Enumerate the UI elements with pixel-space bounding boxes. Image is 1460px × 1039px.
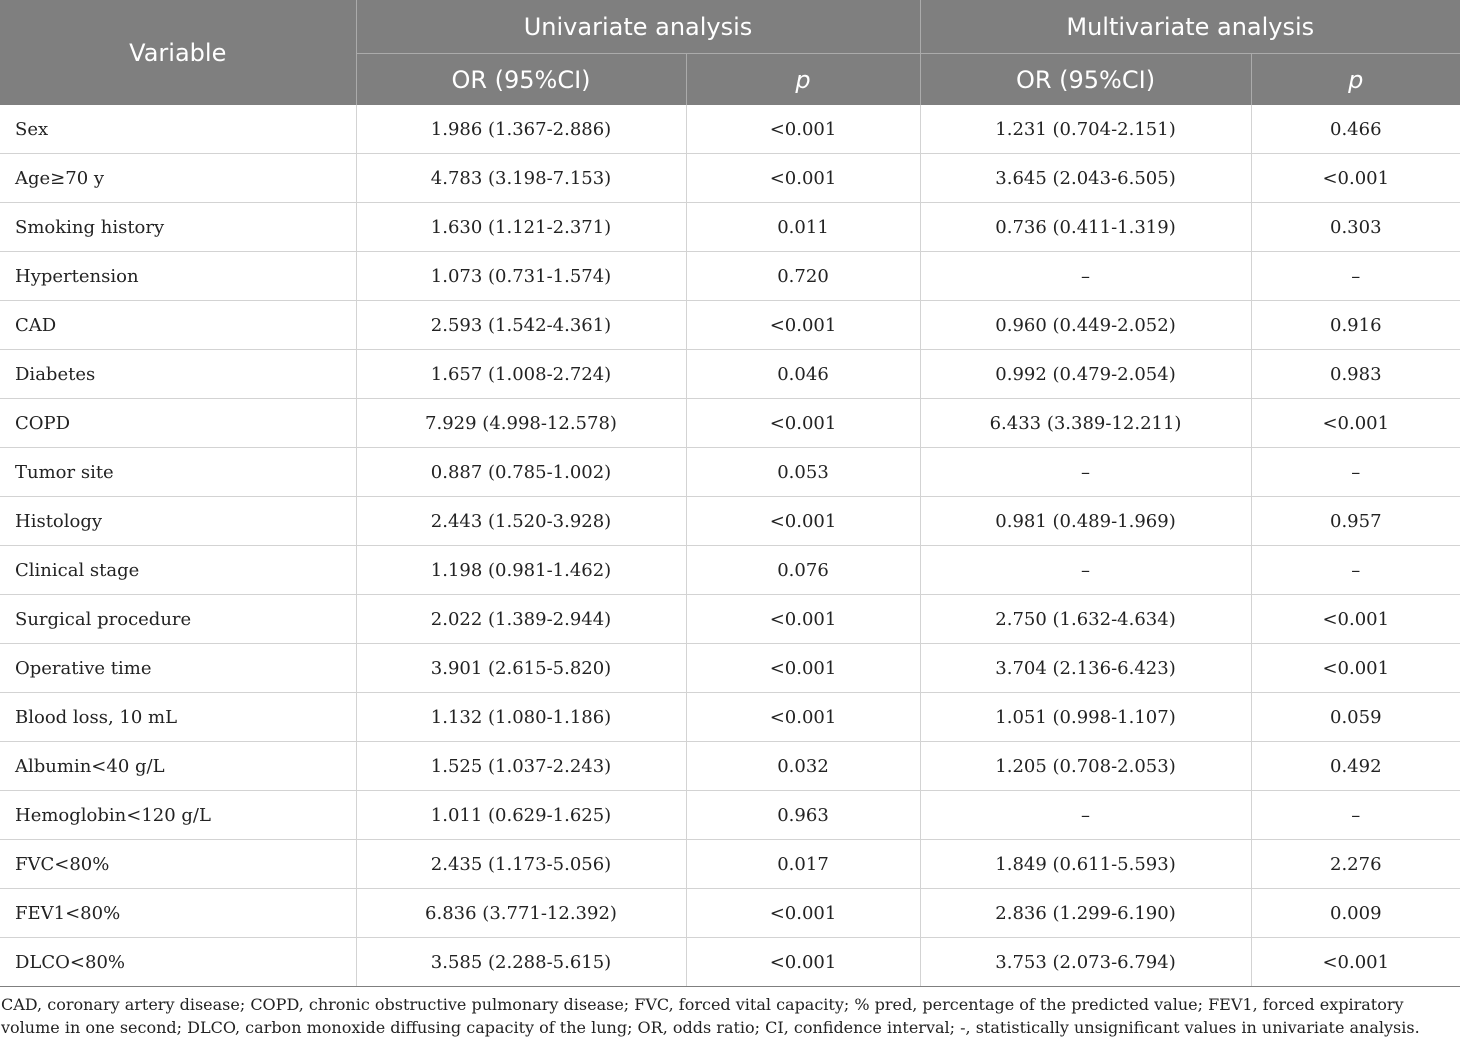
- cell-multi-or: 0.960 (0.449-2.052): [920, 301, 1251, 350]
- cell-variable: Age≥70 y: [0, 154, 356, 203]
- cell-uni-or: 1.525 (1.037-2.243): [356, 742, 686, 791]
- cell-uni-p: 0.017: [686, 840, 920, 889]
- cell-uni-or: 1.073 (0.731-1.574): [356, 252, 686, 301]
- cell-multi-p: 0.303: [1251, 203, 1460, 252]
- table-row: [0, 399, 1460, 448]
- cell-multi-or: 2.750 (1.632-4.634): [920, 595, 1251, 644]
- cell-uni-or: 2.435 (1.173-5.056): [356, 840, 686, 889]
- cell-multi-or: –: [920, 252, 1251, 301]
- cell-uni-or: 1.198 (0.981-1.462): [356, 546, 686, 595]
- cell-variable: FEV1<80%: [0, 889, 356, 938]
- cell-uni-or: 6.836 (3.771-12.392): [356, 889, 686, 938]
- cell-multi-p: 2.276: [1251, 840, 1460, 889]
- cell-multi-p: <0.001: [1251, 399, 1460, 448]
- table-row: [0, 693, 1460, 742]
- cell-uni-p: <0.001: [686, 693, 920, 742]
- cell-uni-p: <0.001: [686, 644, 920, 693]
- cell-variable: Operative time: [0, 644, 356, 693]
- cell-multi-or: 1.849 (0.611-5.593): [920, 840, 1251, 889]
- cell-multi-p: 0.059: [1251, 693, 1460, 742]
- cell-multi-or: 6.433 (3.389-12.211): [920, 399, 1251, 448]
- cell-multi-or: 0.981 (0.489-1.969): [920, 497, 1251, 546]
- header-row-groups: [0, 0, 1460, 54]
- cell-multi-or: 1.205 (0.708-2.053): [920, 742, 1251, 791]
- cell-variable: Blood loss, 10 mL: [0, 693, 356, 742]
- cell-multi-or: 3.753 (2.073-6.794): [920, 938, 1251, 987]
- cell-uni-p: <0.001: [686, 154, 920, 203]
- cell-multi-or: –: [920, 546, 1251, 595]
- table-row: [0, 203, 1460, 252]
- header-uni-p: [686, 54, 920, 106]
- cell-multi-or: 0.992 (0.479-2.054): [920, 350, 1251, 399]
- cell-uni-p: <0.001: [686, 497, 920, 546]
- cell-uni-or: 1.011 (0.629-1.625): [356, 791, 686, 840]
- cell-variable: Sex: [0, 105, 356, 154]
- table-row: [0, 840, 1460, 889]
- cell-multi-or: 3.704 (2.136-6.423): [920, 644, 1251, 693]
- cell-multi-or: 1.231 (0.704-2.151): [920, 105, 1251, 154]
- cell-variable: CAD: [0, 301, 356, 350]
- table-header: [0, 0, 1460, 105]
- cell-uni-p: 0.032: [686, 742, 920, 791]
- cell-multi-p: 0.466: [1251, 105, 1460, 154]
- cell-variable: COPD: [0, 399, 356, 448]
- cell-multi-or: –: [920, 448, 1251, 497]
- cell-uni-or: 1.630 (1.121-2.371): [356, 203, 686, 252]
- cell-multi-p: –: [1251, 448, 1460, 497]
- cell-uni-p: <0.001: [686, 399, 920, 448]
- table-row: [0, 644, 1460, 693]
- cell-multi-or: 2.836 (1.299-6.190): [920, 889, 1251, 938]
- cell-uni-or: 7.929 (4.998-12.578): [356, 399, 686, 448]
- table-row: [0, 889, 1460, 938]
- table-row: [0, 497, 1460, 546]
- cell-uni-p: <0.001: [686, 595, 920, 644]
- header-multivariate: Multivariate analysis: [920, 0, 1460, 54]
- cell-multi-p: <0.001: [1251, 595, 1460, 644]
- cell-variable: Histology: [0, 497, 356, 546]
- table-body: [0, 105, 1460, 987]
- cell-uni-or: 1.657 (1.008-2.724): [356, 350, 686, 399]
- header-variable: Variable: [0, 0, 356, 105]
- cell-multi-p: 0.492: [1251, 742, 1460, 791]
- cell-uni-or: 2.022 (1.389-2.944): [356, 595, 686, 644]
- table-footnote: CAD, coronary artery disease; COPD, chronic obstructive pulmonary disease; FVC, forced vital capacity; % pred, percentage of the predicted value; FEV1, forced expiratory volume in one second; DLCO, carbon monoxide diffusing capacity of the lung; OR, odds ratio; CI, confidence interval; -, statistically unsignificant values in univariate analysis.: [1, 995, 1420, 1037]
- table-row: [0, 252, 1460, 301]
- cell-uni-p: <0.001: [686, 301, 920, 350]
- table-row: [0, 595, 1460, 644]
- cell-multi-p: <0.001: [1251, 938, 1460, 987]
- cell-variable: Diabetes: [0, 350, 356, 399]
- cell-uni-or: 4.783 (3.198-7.153): [356, 154, 686, 203]
- header-multi-or-ci: OR (95%CI): [920, 54, 1251, 106]
- cell-multi-p: –: [1251, 546, 1460, 595]
- header-multi-p-label: p: [1348, 65, 1364, 94]
- table-row: [0, 154, 1460, 203]
- cell-multi-p: <0.001: [1251, 154, 1460, 203]
- cell-variable: DLCO<80%: [0, 938, 356, 987]
- cell-variable: Smoking history: [0, 203, 356, 252]
- cell-uni-or: 0.887 (0.785-1.002): [356, 448, 686, 497]
- cell-multi-p: 0.009: [1251, 889, 1460, 938]
- table-row: [0, 105, 1460, 154]
- cell-multi-p: <0.001: [1251, 644, 1460, 693]
- cell-uni-p: 0.076: [686, 546, 920, 595]
- cell-uni-p: <0.001: [686, 105, 920, 154]
- cell-multi-or: 0.736 (0.411-1.319): [920, 203, 1251, 252]
- cell-multi-p: 0.957: [1251, 497, 1460, 546]
- cell-variable: FVC<80%: [0, 840, 356, 889]
- header-univariate: Univariate analysis: [356, 0, 920, 54]
- cell-uni-or: 3.901 (2.615-5.820): [356, 644, 686, 693]
- header-multi-p: [1251, 54, 1460, 106]
- cell-multi-p: –: [1251, 252, 1460, 301]
- cell-multi-or: 3.645 (2.043-6.505): [920, 154, 1251, 203]
- table-row: [0, 938, 1460, 987]
- cell-uni-p: 0.046: [686, 350, 920, 399]
- cell-uni-p: 0.053: [686, 448, 920, 497]
- table-row: [0, 742, 1460, 791]
- cell-uni-or: 3.585 (2.288-5.615): [356, 938, 686, 987]
- cell-uni-p: <0.001: [686, 889, 920, 938]
- cell-uni-or: 1.132 (1.080-1.186): [356, 693, 686, 742]
- header-uni-p-label: p: [795, 65, 811, 94]
- cell-variable: Clinical stage: [0, 546, 356, 595]
- header-uni-or-ci: OR (95%CI): [356, 54, 686, 106]
- cell-multi-p: 0.983: [1251, 350, 1460, 399]
- cell-multi-or: 1.051 (0.998-1.107): [920, 693, 1251, 742]
- cell-uni-or: 1.986 (1.367-2.886): [356, 105, 686, 154]
- cell-variable: Hemoglobin<120 g/L: [0, 791, 356, 840]
- table-row: [0, 448, 1460, 497]
- cell-multi-p: 0.916: [1251, 301, 1460, 350]
- table-row: [0, 791, 1460, 840]
- cell-variable: Hypertension: [0, 252, 356, 301]
- cell-multi-or: –: [920, 791, 1251, 840]
- table-row: [0, 301, 1460, 350]
- cell-uni-or: 2.443 (1.520-3.928): [356, 497, 686, 546]
- cell-uni-p: 0.720: [686, 252, 920, 301]
- cell-uni-or: 2.593 (1.542-4.361): [356, 301, 686, 350]
- cell-uni-p: 0.963: [686, 791, 920, 840]
- cell-uni-p: <0.001: [686, 938, 920, 987]
- cell-variable: Surgical procedure: [0, 595, 356, 644]
- table-row: [0, 350, 1460, 399]
- cell-variable: Tumor site: [0, 448, 356, 497]
- table-row: [0, 546, 1460, 595]
- cell-uni-p: 0.011: [686, 203, 920, 252]
- cell-variable: Albumin<40 g/L: [0, 742, 356, 791]
- cell-multi-p: –: [1251, 791, 1460, 840]
